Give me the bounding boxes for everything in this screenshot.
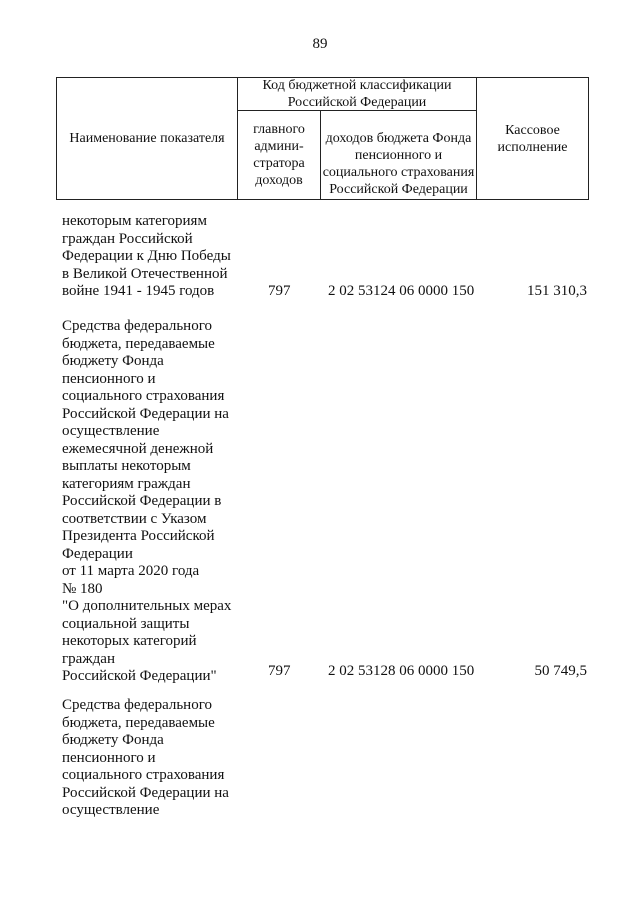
row-2-indicator-name: Средства федерального бюджета, передаваемые бюджету Фонда пенсионного и социального страхования Российской Федерации на осуществление ежемесячной денежной выплаты некоторым категориям граждан Российской Федерации в соответствии с Указом Президента Российской Федерации от 11 марта 2020 года № 180 "О дополнительных мерах социальной защиты некоторых категорий граждан Российской Федерации" bbox=[62, 318, 232, 684]
row-2-cash-amount: 50 749,5 bbox=[534, 663, 587, 679]
row-1-indicator-name: некоторым категориям граждан Российской Федерации к Дню Победы в Великой Отечественной войне 1941 - 1945 годов bbox=[62, 213, 231, 299]
row-1-cash-amount: 151 310,3 bbox=[527, 283, 587, 299]
header-fund-income-code-label: доходов бюджета Фонда пенсионного и социального страхования Российской Федерации bbox=[322, 131, 475, 197]
row-1-budget-code: 2 02 53124 06 0000 150 bbox=[328, 283, 475, 299]
row-2-budget-code: 2 02 53128 06 0000 150 bbox=[328, 663, 475, 679]
page-number: 89 bbox=[312, 36, 328, 52]
row-2-admin-code: 797 bbox=[268, 663, 291, 679]
header-indicator-name bbox=[56, 77, 238, 200]
header-budget-code-group-label: Код бюджетной классификации Российской Федерации bbox=[262, 78, 452, 110]
header-cash-execution-label: Кассовое исполнение bbox=[497, 122, 568, 155]
row-1-admin-code: 797 bbox=[268, 283, 291, 299]
header-indicator-name-label: Наименование показателя bbox=[69, 131, 225, 146]
header-fund-income-code bbox=[320, 110, 477, 200]
row-3-indicator-name: Средства федерального бюджета, передаваемые бюджету Фонда пенсионного и социального страхования Российской Федерации на осуществление bbox=[62, 697, 229, 818]
header-chief-administrator-label: главного админи-стратора доходов bbox=[253, 122, 305, 188]
header-chief-administrator bbox=[237, 110, 321, 200]
header-cash-execution bbox=[476, 77, 589, 200]
header-budget-code-group bbox=[237, 77, 477, 111]
